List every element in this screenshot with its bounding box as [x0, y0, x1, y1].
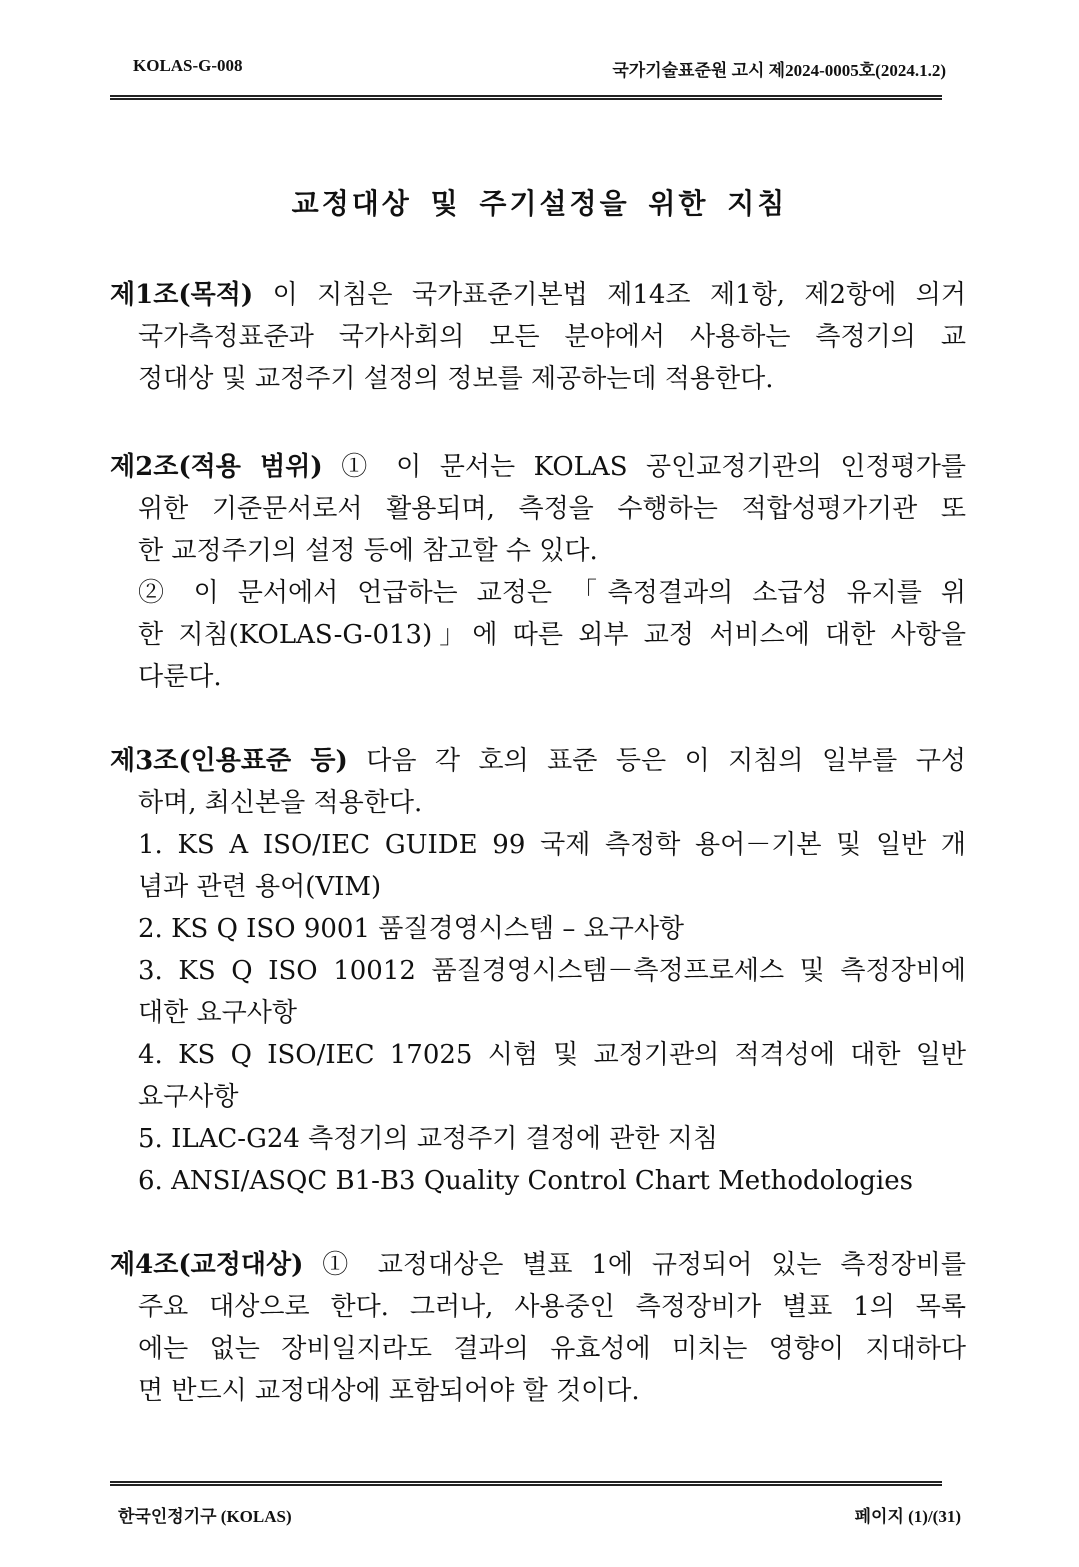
article-4-line: 에는 없는 장비일지라도 결과의 유효성에 미치는 영향이 지대하다: [138, 1334, 966, 1364]
article-2-line: 한 지침(KOLAS-G-013)」에 따른 외부 교정 서비스에 대한 사항을: [138, 620, 966, 650]
article-3-item: 6. ANSI/ASQC B1-B3 Quality Control Chart Methodologies: [138, 1166, 913, 1196]
organization-name: 한국인정기구 (KOLAS): [118, 1507, 292, 1526]
article-3-item: 대한 요구사항: [138, 998, 297, 1028]
header-divider: [110, 95, 942, 100]
article-2-line: 위한 기준문서로서 활용되며, 측정을 수행하는 적합성평가기관 또: [138, 494, 966, 524]
article-4-line: 주요 대상으로 한다. 그러나, 사용중인 측정장비가 별표 1의 목록: [138, 1292, 966, 1322]
article-3-line: 하며, 최신본을 적용한다.: [138, 788, 423, 818]
article-3-item: 요구사항: [138, 1082, 239, 1112]
article-3-item: 5. ILAC-G24 측정기의 교정주기 결정에 관한 지침: [138, 1124, 718, 1154]
article-3-item: 념과 관련 용어(VIM): [138, 872, 382, 902]
page-header: [133, 56, 946, 84]
article-1: [110, 274, 966, 400]
article-1-line: 정대상 및 교정주기 설정의 정보를 제공하는데 적용한다.: [138, 364, 774, 394]
article-1-heading: 제1조(목적): [110, 280, 254, 310]
article-4-line: 면 반드시 교정대상에 포함되어야 할 것이다.: [138, 1376, 640, 1406]
article-3-item: 2. KS Q ISO 9001 품질경영시스템 – 요구사항: [138, 914, 685, 944]
article-3-item: 3. KS Q ISO 10012 품질경영시스템－측정프로세스 및 측정장비에: [138, 956, 966, 986]
article-4-line: ① 교정대상은 별표 1에 규정되어 있는 측정장비를: [303, 1250, 966, 1280]
page-title: 교정대상 및 주기설정을 위한 지침: [291, 187, 788, 220]
article-2-heading: 제2조(적용 범위): [110, 452, 323, 482]
article-1-line: 국가측정표준과 국가사회의 모든 분야에서 사용하는 측정기의 교: [138, 322, 966, 352]
article-2: [110, 446, 966, 698]
article-3-heading: 제3조(인용표준 등): [110, 746, 348, 776]
notice-number: 국가기술표준원 고시 제2024-0005호(2024.1.2): [612, 61, 946, 80]
page-footer: [118, 1502, 961, 1532]
page-number: 페이지 (1)/(31): [854, 1507, 961, 1526]
article-2-line: 한 교정주기의 설정 등에 참고할 수 있다.: [138, 536, 598, 566]
article-4-heading: 제4조(교정대상): [110, 1250, 304, 1280]
article-1-line: 이 지침은 국가표준기본법 제14조 제1항, 제2항에 의거: [253, 280, 966, 310]
article-2-line: 다룬다.: [138, 662, 222, 692]
doc-id: KOLAS-G-008: [133, 56, 243, 75]
article-3-item: 1. KS A ISO/IEC GUIDE 99 국제 측정학 용어－기본 및 일반 개: [138, 830, 966, 860]
article-3-item: 4. KS Q ISO/IEC 17025 시험 및 교정기관의 적격성에 대한 일반: [138, 1040, 966, 1070]
article-2-line: ① 이 문서는 KOLAS 공인교정기관의 인정평가를: [322, 452, 966, 482]
footer-divider: [110, 1481, 942, 1486]
article-3: [110, 740, 966, 1202]
article-2-line: ② 이 문서에서 언급하는 교정은 「측정결과의 소급성 유지를 위: [138, 578, 966, 608]
article-3-line: 다음 각 호의 표준 등은 이 지침의 일부를 구성: [347, 746, 966, 776]
article-4: [110, 1244, 966, 1412]
